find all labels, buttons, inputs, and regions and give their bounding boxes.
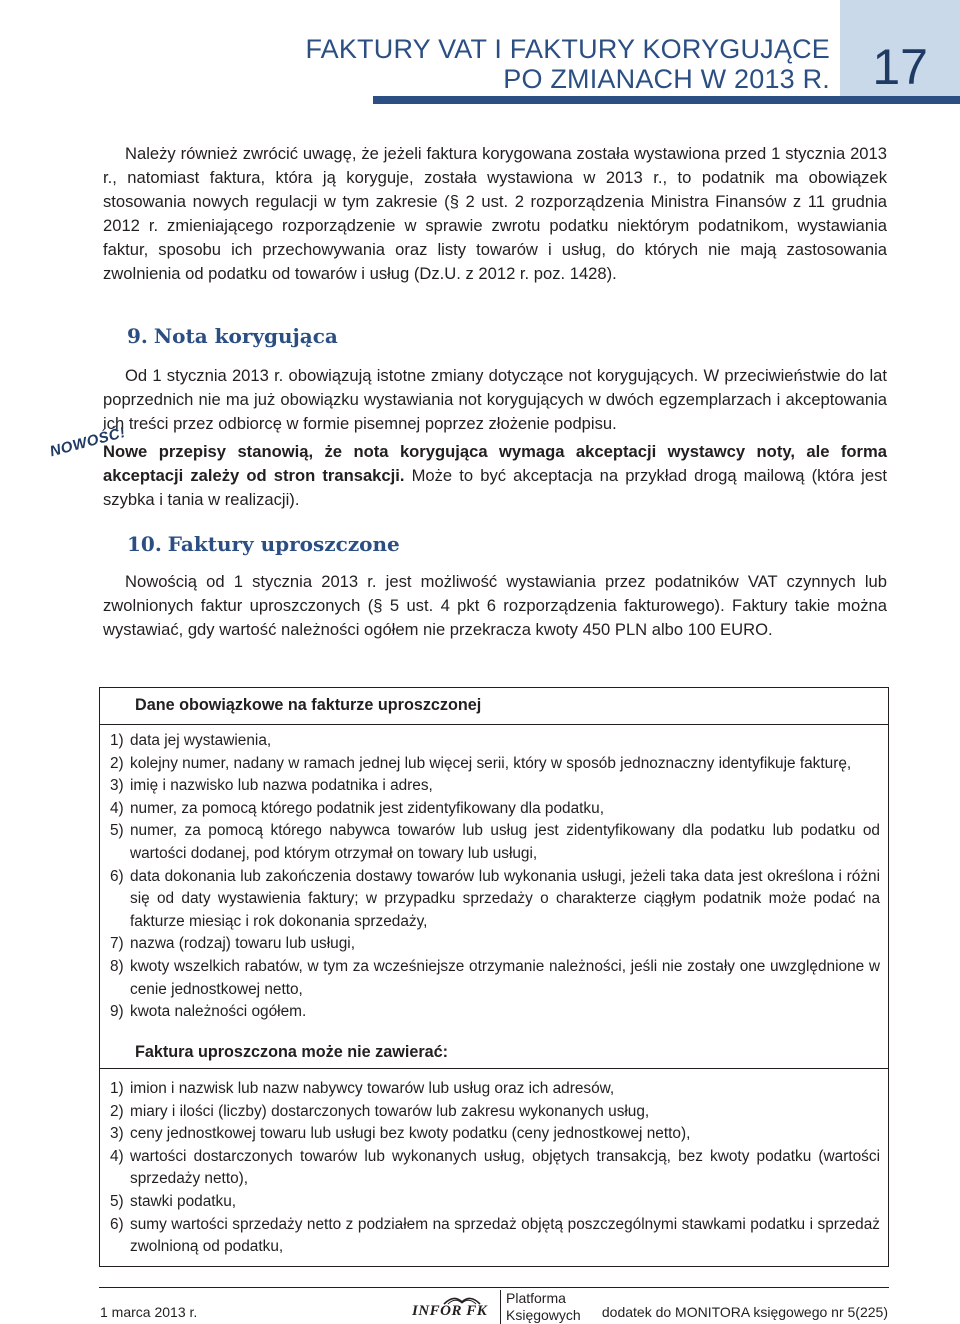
box-title-required: Dane obowiązkowe na fakturze uproszczonej [135,696,482,714]
new-badge: NOWOŚĆ! [48,423,128,461]
list-item: 5) stawki podatku, [110,1192,237,1210]
section-10-number: 10. [127,532,162,556]
list-item: 1) imion i nazwisk lub nazw nabywcy towarów lub usług oraz ich adresów, [110,1080,615,1097]
logo-platform-text: Platforma Księgowych [506,1290,581,1323]
footer-date: 1 marca 2013 r. [100,1304,198,1320]
list-item: 4) wartości dostarczonych towarów lub wykonanych usług, objętych transakcją, bez kwoty podatku (wartości sprzedaży netto), [110,1147,880,1188]
section-10-paragraph: Nowością od 1 stycznia 2013 r. jest możliwość wystawiania przez podatników VAT czynnych lub zwolnionych faktur uproszczonych (§ 5 ust. 4 pkt 6 rozporządzenia fakturowego). Faktury takie można wystawiać, gdy wartość należności ogółem nie przekracza kwoty 450 PLN albo 100 EURO. [103,572,887,639]
box-divider [100,1068,888,1069]
footer-supplement: dodatek do MONITORA księgowego nr 5(225) [601,1304,888,1320]
new-rule-paragraph [103,440,887,512]
intro-paragraph: Należy również zwrócić uwagę, że jeżeli faktura korygowana została wystawiona przed 1 stycznia 2013 r., natomiast faktura, która ją koryguje, została wystawiona w 2013 r., to podatnik ma obowiązek stosowania nowych regulacji w tym zakresie (§ 2 ust. 2 rozporządzenia Ministra Finansów z 11 grudnia 2012 r. zmieniającego rozporządzenie w sprawie zwrotu podatku niektórym podatnikom, wystawiania faktur, sposobu ich przechowywania oraz listy towarów i usług, do których nie mają zastosowania zwolnienia od podatku od towarów i usług (Dz.U. z 2012 r. poz. 1428). [103,144,887,283]
footer-rule [99,1287,889,1288]
box-title-optional: Faktura uproszczona może nie zawierać: [135,1043,449,1061]
section-10-title: Faktury uproszczone [167,532,400,556]
section-9-heading [127,324,338,348]
list-item: 5) numer, za pomocą którego nabywca towarów lub usług jest zidentyfikowany dla podatku lub podatku od wartości dodanej, pod którym otrzymał on towary lub usługi, [110,822,880,862]
list-item: 4) numer, za pomocą którego podatnik jest zidentyfikowany dla podatku, [110,799,604,817]
section-9-number: 9. [127,324,148,348]
infor-logo [412,1290,597,1324]
header-rule [373,96,960,104]
header-title [305,34,830,94]
list-item: 7) nazwa (rodzaj) towaru lub usługi, [110,935,355,953]
list-item: 9) kwota należności ogółem. [110,1003,307,1021]
new-rule-bold: Nowe przepisy stanowią, że nota korygująca wymaga akceptacji wystawcy noty, ale forma akceptacji zależy od stron transakcji. [103,442,887,485]
box-divider [100,724,888,725]
page-number: 17 [872,39,928,95]
list-item: 8) kwoty wszelkich rabatów, w tym za wcześniejsze otrzymanie należności, jeśli nie zostały one uwzględnione w cenie jednostkowej netto, [110,957,880,998]
list-item: 2) miary i ilości (liczby) dostarczonych towarów lub zakresu wykonanych usług, [110,1102,650,1120]
section-9-title: Nota korygująca [153,324,338,348]
list-item: 3) ceny jednostkowej towaru lub usługi bez kwoty podatku (ceny jednostkowej netto), [110,1125,691,1143]
header-title-line2: PO ZMIANACH W 2013 R. [503,64,830,94]
header-title-line1: FAKTURY VAT I FAKTURY KORYGUJĄCE [305,34,830,64]
new-rule-rest: Może to być akceptacja na przykład drogą mailową (która jest szybka i tania w realizacji). [103,466,887,509]
list-item: 3) imię i nazwisko lub nazwa podatnika i adres, [110,777,433,795]
section-9-paragraph: Od 1 stycznia 2013 r. obowiązują istotne zmiany dotyczące not korygujących. W przeciwieństwie do lat poprzednich nie ma już obowiązku wystawiania not korygujących w dwóch egzemplarzach i akceptowania ich treści przez odbiorcę w formie pisemnej poprzez złożenie podpisu. [103,366,887,433]
required-data-list [110,730,880,1024]
list-item: 6) data dokonania lub zakończenia dostawy towarów lub wykonania usługi, jeżeli taka data jest określona i różni się od daty wystawienia faktury; w przypadku sprzedaży o charakterze ciągłym podatnik może podać na fakturze miesiąc i rok dokonania sprzedaży, [110,867,880,930]
logo-divider [500,1290,501,1324]
list-item: 6) sumy wartości sprzedaży netto z podziałem na sprzedaż objętą poszczególnymi stawkami podatku i sprzedaż zwolnioną od podatku, [110,1215,880,1256]
list-item: 2) kolejny numer, nadany w ramach jednej lub więcej serii, który w sposób jednoznaczny identyfikuje fakturę, [110,754,852,772]
section-10-heading [127,532,400,556]
page-number-box [840,0,960,96]
simplified-invoice-box [99,687,889,1267]
optional-data-list [110,1078,880,1259]
logo-brand: INFOR FK [412,1303,488,1319]
list-item: 1) data jej wystawienia, [110,732,272,749]
